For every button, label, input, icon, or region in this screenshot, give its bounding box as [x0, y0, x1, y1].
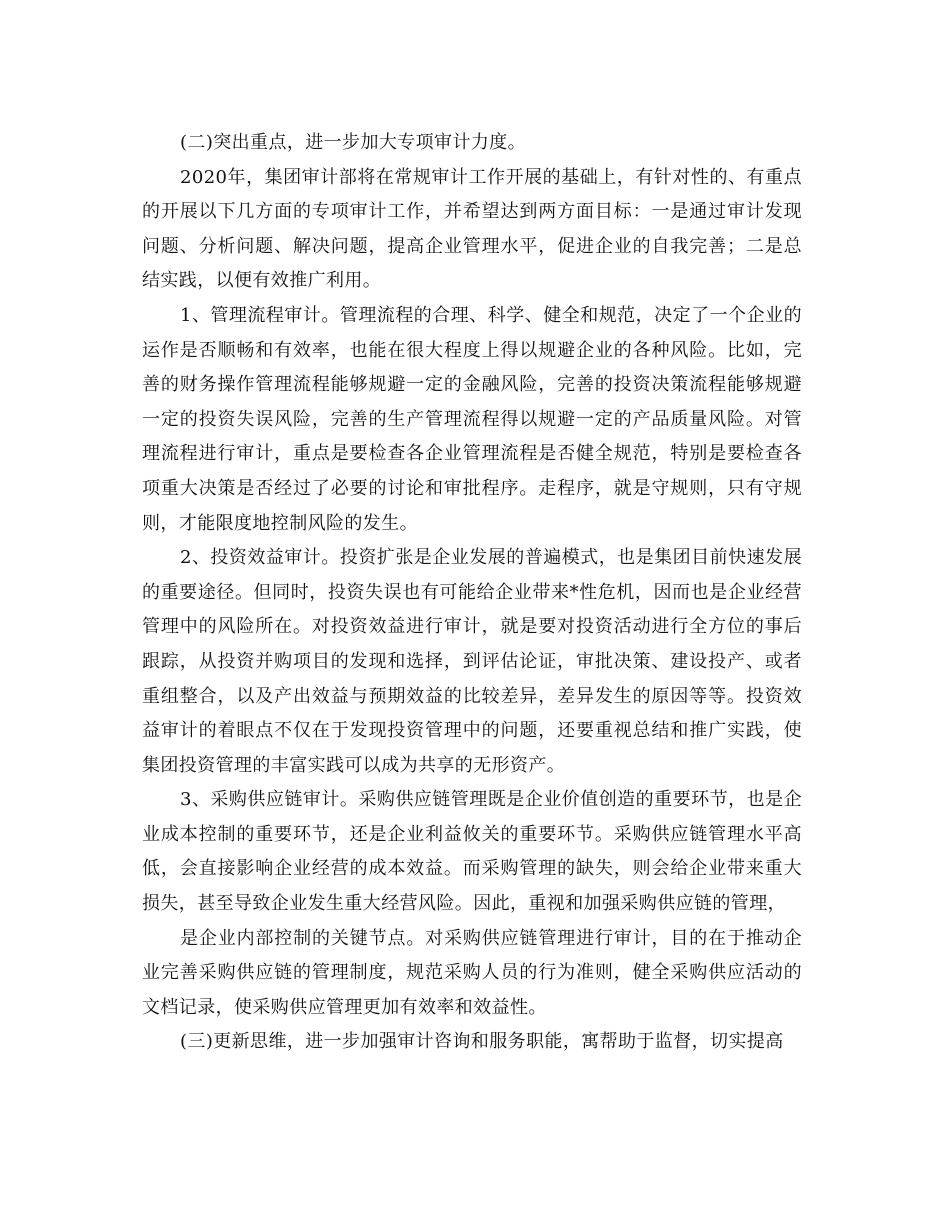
paragraph-2020-goals: 2020年，集团审计部将在常规审计工作开展的基础上，有针对性的、有重点的开展以下几方面的专项审计工作，并希望达到两方面目标：一是通过审计发现问题、分析问题、解决问题，提高企业管理水平，促进企业的自我完善；二是总结实践，以便有效推广利用。 [142, 166, 802, 292]
paragraph-procurement-audit: 3、采购供应链审计。采购供应链管理既是企业价值创造的重要环节，也是企业成本控制的重要环节，还是企业利益攸关的重要环节。采购供应链管理水平高低，会直接影响企业经营的成本效益。而采购管理的缺失，则会给企业带来重大损失，甚至导致企业发生重大经营风险。因此，重视和加强采购供应链的管理， [142, 789, 802, 915]
paragraph-procurement-audit-cont: 是企业内部控制的关键节点。对采购供应链管理进行审计，目的在于推动企业完善采购供应链的管理制度，规范采购人员的行为准则，健全采购供应活动的文档记录，使采购供应管理更加有效率和效益性。 [142, 927, 802, 1018]
section-heading-2: (二)突出重点，进一步加大专项审计力度。 [180, 132, 527, 153]
paragraph-process-audit: 1、管理流程审计。管理流程的合理、科学、健全和规范，决定了一个企业的运作是否顺畅和有效率，也能在很大程度上得以规避企业的各种风险。比如，完善的财务操作管理流程能够规避一定的金融风险，完善的投资决策流程能够规避一定的投资失误风险，完善的生产管理流程得以规避一定的产品质量风险。对管理流程进行审计，重点是要检查各企业管理流程是否健全规范，特别是要检查各项重大决策是否经过了必要的讨论和审批程序。走程序，就是守规则，只有守规则，才能限度地控制风险的发生。 [142, 304, 802, 534]
paragraph-investment-audit: 2、投资效益审计。投资扩张是企业发展的普遍模式，也是集团目前快速发展的重要途径。但同时，投资失误也有可能给企业带来*性危机，因而也是企业经营管理中的风险所在。对投资效益进行审计，就是要对投资活动进行全方位的事后跟踪，从投资并购项目的发现和选择，到评估论证，审批决策、建设投产、或者重组整合，以及产出效益与预期效益的比较差异，差异发生的原因等等。投资效益审计的着眼点不仅在于发现投资管理中的问题，还要重视总结和推广实践，使集团投资管理的丰富实践可以成为共享的无形资产。 [142, 547, 802, 776]
document-body [142, 126, 802, 1060]
section-heading-3: (三)更新思维，进一步加强审计咨询和服务职能，寓帮助于监督，切实提高 [180, 1031, 784, 1053]
